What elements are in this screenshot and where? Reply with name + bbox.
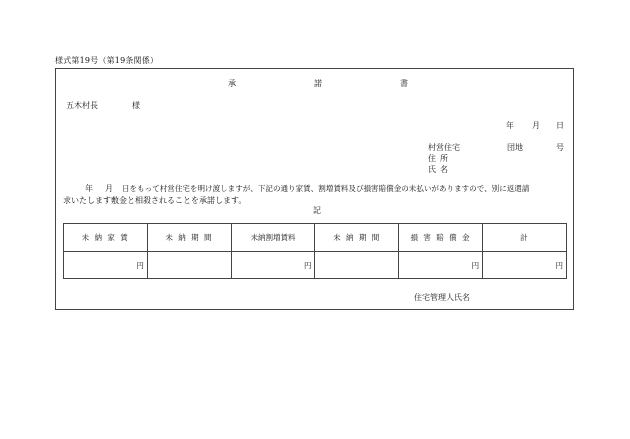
header-unpaid-period-2: 未 納 期 間: [315, 224, 399, 252]
name-row: [428, 164, 460, 175]
addressee-name: 五木村長: [66, 101, 98, 110]
date-day-label: 日: [556, 121, 564, 130]
cell-damages: 円: [399, 252, 483, 279]
statement-line-2: 求いたします敷金と相殺されることを承諾します。: [63, 196, 247, 205]
header-damages: 損 害 賠 償 金: [399, 224, 483, 252]
housing-manager-label: 住宅管理人氏名: [414, 293, 470, 302]
name-label: [428, 164, 448, 175]
header-unpaid-period-1: 未 納 期 間: [147, 224, 231, 252]
statement-line-1: [63, 183, 568, 195]
complex-label: 団地: [507, 143, 523, 152]
statement-year: 年: [85, 184, 93, 193]
housing-label: 村営住宅: [428, 143, 460, 152]
document-title: [228, 78, 408, 89]
consent-statement: [63, 183, 568, 207]
notation-label: 記: [313, 206, 321, 215]
header-unpaid-rent: 未 納 家 賃: [64, 224, 148, 252]
statement-line-1-text: 日をもって村営住宅を明け渡しますが、下記の通り家賃、割増賃料及び損害賠償金の未払いがありますので、別に返還請: [122, 184, 530, 193]
address-label-char-1: 住: [428, 154, 436, 163]
addressee-honorific: 様: [132, 101, 140, 110]
arrears-table: [63, 223, 567, 279]
cell-unpaid-period-1: [147, 252, 231, 279]
address-row: [428, 153, 460, 164]
tenant-info: [428, 142, 564, 175]
address-label-char-2: 所: [440, 154, 448, 163]
addressee: [66, 100, 140, 111]
cell-unpaid-rent: 円: [64, 252, 148, 279]
statement-month: 月: [105, 184, 113, 193]
cell-unpaid-period-2: [315, 252, 399, 279]
header-unpaid-surcharge: 未納割増賃料: [231, 224, 315, 252]
unit-number-label: 号: [556, 143, 564, 152]
name-label-char-2: 名: [440, 165, 448, 174]
form-number-label: 様式第19号（第19条関係）: [55, 56, 159, 65]
header-total: 計: [483, 224, 567, 252]
title-char-1: 承: [228, 79, 236, 88]
title-char-2: 諾: [314, 79, 322, 88]
cell-total: 円: [483, 252, 567, 279]
table-header-row: [64, 224, 567, 252]
address-label: [428, 153, 448, 164]
date-month-label: 月: [532, 121, 540, 130]
housing-row: [428, 142, 564, 153]
name-label-char-1: 氏: [428, 165, 436, 174]
cell-unpaid-surcharge: 円: [231, 252, 315, 279]
table-row: [64, 252, 567, 279]
title-char-3: 書: [400, 79, 408, 88]
date-year-label: 年: [506, 121, 514, 130]
